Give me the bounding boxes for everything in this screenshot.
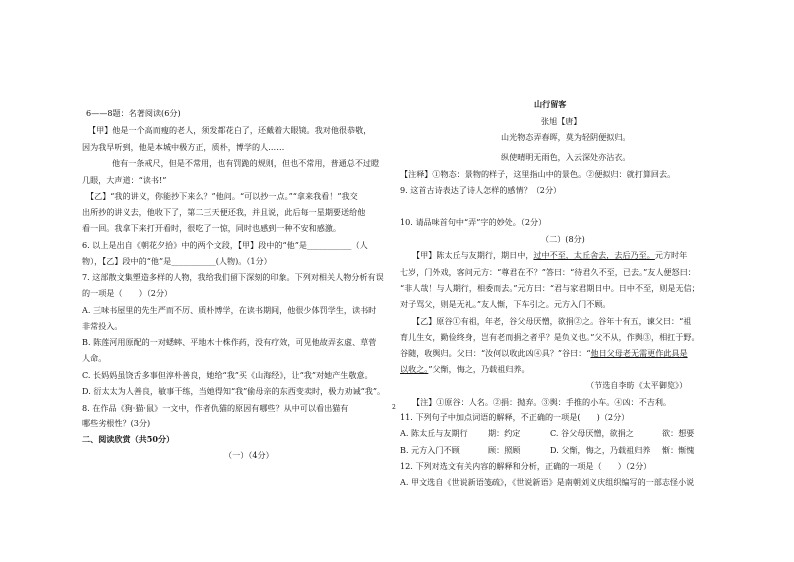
q11-option-b: B. 元方入门不顾 bbox=[400, 445, 460, 455]
page-number: 2 bbox=[392, 404, 396, 411]
passage-yi-text-end: ”父惭，悔之，乃载祖归养。 bbox=[428, 364, 530, 374]
option-d: D. 衍太太为人善良，敏事干练，当她得知“我”偷母亲的东西变卖时，极力劝诫“我”。 bbox=[82, 386, 386, 396]
passage-source: （节选自李昉《太平御览》） bbox=[586, 380, 688, 390]
passage-yi-line: 出所抄的讲义去，他收下了，第二三天便还我，并且说，此后每一星期要送给他 bbox=[82, 207, 366, 217]
question-7: 7. 这部散文集塑造多样的人物，我给我们留下深刻的印象。下列对相关人物分析有误 bbox=[82, 272, 384, 282]
passage-yi-underlined: 他日父母老无需更作此具是 bbox=[590, 348, 688, 358]
passage-yi-line: 育儿生女，勤俭终身，岂有老而捐之者乎？是负义也。”父不从，作舆③，相扛于野。 bbox=[400, 332, 700, 342]
q11-option-a-gloss: 期：约定 bbox=[488, 428, 521, 438]
q11-option-b-gloss: 顾：照顾 bbox=[488, 445, 521, 455]
passage-jia-line: “非人哉！与人期行，相委而去。”元方曰：“君与家君期日中。日中不至，则是无信； bbox=[400, 283, 700, 293]
option-c: C. 长妈妈虽饶舌多事但淳朴善良，她给“我”买《山海经》，让“我”对她产生敬意。 bbox=[82, 370, 373, 380]
question-10: 10. 请品味首句中“弄”字的妙处。（2分） bbox=[400, 217, 547, 227]
passage-yi-line: 【乙】原谷①有祖，年老，谷父母厌憎，欲捐②之。谷年十有五，谏父曰：“祖 bbox=[412, 316, 692, 326]
passage-yi-underlined-end: 以收之。 bbox=[400, 364, 429, 374]
passage-yi-line bbox=[400, 364, 530, 374]
passage-jia-line: 七岁，门外戏，客问元方：“尊君在不？”答曰：“待君久不至，已去。”友人便怒曰： bbox=[400, 267, 696, 277]
option-a: A. 三味书屋里的先生严而不厉、质朴博学，在读书期间，他很少体罚学生，读书时 bbox=[82, 305, 377, 315]
passage-yi-line: 看一回。我拿下来打开看时，很吃了一惊，同时也感到一种不安和感激。 bbox=[82, 223, 342, 233]
q11-option-c-gloss: 欲：想要 bbox=[662, 428, 695, 438]
passage-jia-end: 元方时年 bbox=[654, 250, 688, 260]
q11-option-d: D. 父惭，悔之，乃载祖归养 bbox=[550, 445, 651, 455]
subsection-1-heading: （一）（4分） bbox=[224, 450, 274, 460]
passage-notes: 【注】①原谷：人名。②捐：抛弃。③舆：手推的小车。④凶：不吉利。 bbox=[412, 397, 672, 407]
question-11: 11. 下列句子中加点词语的解释，不正确的一项是( )（2分） bbox=[400, 412, 630, 422]
passage-jia-text bbox=[412, 250, 687, 260]
poem-title: 山行留客 bbox=[534, 99, 567, 109]
poem-line-1: 山光物态弄春晖，莫为轻阴便拟归。 bbox=[501, 132, 631, 142]
passage-jia-underlined: 过中不至，太丘舍去，去后乃至。 bbox=[533, 250, 655, 260]
q11-option-c: C. 谷父母厌憎，欲捐之 bbox=[550, 428, 634, 438]
passage-jia-line: 因为我早听到，他是本城中极方正，质朴，博学的人…… bbox=[82, 142, 285, 152]
question-8-cont: 哪些劣根性？(3分) bbox=[82, 418, 151, 428]
option-b-cont: 人命。 bbox=[82, 353, 107, 363]
section-heading-famous-books: 6——8题：名著阅读(6分) bbox=[86, 108, 181, 118]
option-a-cont: 非常投入。 bbox=[82, 321, 123, 331]
question-6-cont: 物），【乙】段中的“他”是___________(人物)。（1分） bbox=[82, 256, 272, 266]
question-9: 9. 这首古诗表达了诗人怎样的感情？（2分） bbox=[400, 185, 562, 195]
question-6: 6. 以上是出自《朝花夕拾》中的两个文段，【甲】段中的“他”是___________（人 bbox=[82, 240, 368, 250]
question-7-cont: 的一项是（ ）（2分） bbox=[82, 288, 173, 298]
poem-notes: 【注释】①物态：景物的样子，这里指山中的景色。②便拟归：就打算回去。 bbox=[400, 169, 676, 179]
passage-yi-text: 谷随，收舆归。父曰：“汝何以收此凶④具？”谷曰：“ bbox=[400, 348, 591, 358]
passage-jia-start: 【甲】陈太丘与友期行，期日中， bbox=[412, 250, 534, 260]
passage-yi-line: 【乙】“我的讲义，你能抄下来么？”他问。“可以抄一点。”“拿来我看！”我交 bbox=[86, 191, 358, 201]
question-8: 8. 在作品《狗·猫·鼠》一文中，作者仇猫的原因有哪些？从中可以看出猫有 bbox=[82, 403, 349, 413]
poem-line-2: 纵使晴明无雨色，入云深处亦沾衣。 bbox=[501, 152, 631, 162]
passage-jia-line: 【甲】他是一个高而瘦的老人，须发都花白了，还戴着大眼镜。我对他很恭敬， bbox=[88, 125, 372, 135]
option-b: B. 陈莲河用原配的一对蟋蟀、平地木十株作药，没有疗效，可见他故弄玄虚、草菅 bbox=[82, 337, 377, 347]
section-heading-reading: 二、阅读欣赏（共50分） bbox=[82, 434, 175, 444]
passage-yi-line bbox=[400, 348, 688, 358]
subsection-2-heading: （二）(8分) bbox=[541, 234, 585, 244]
passage-jia-line: 几眼，大声道：“读书!” bbox=[82, 175, 167, 185]
poem-author: 张旭【唐】 bbox=[541, 116, 582, 126]
question-12: 12. 下列对选文有关内容的解释和分析，正确的一项是（ ）（2分） bbox=[400, 461, 652, 471]
q11-option-d-gloss: 惭：惭愧 bbox=[662, 445, 695, 455]
passage-jia-line: 他有一条戒尺，但是不常用，也有罚跪的规则，但也不常用，普通总不过瞪 bbox=[112, 158, 380, 168]
q12-option-a: A. 甲文选自《世说新语笺疏》，《世说新语》是南朝刘义庆组织编写的一部志怪小说 bbox=[400, 477, 695, 487]
passage-jia-line: 对子骂父，则是无礼。”友人惭，下车引之。元方入门不顾。 bbox=[400, 299, 611, 309]
q11-option-a: A. 陈太丘与友期行 bbox=[400, 428, 468, 438]
